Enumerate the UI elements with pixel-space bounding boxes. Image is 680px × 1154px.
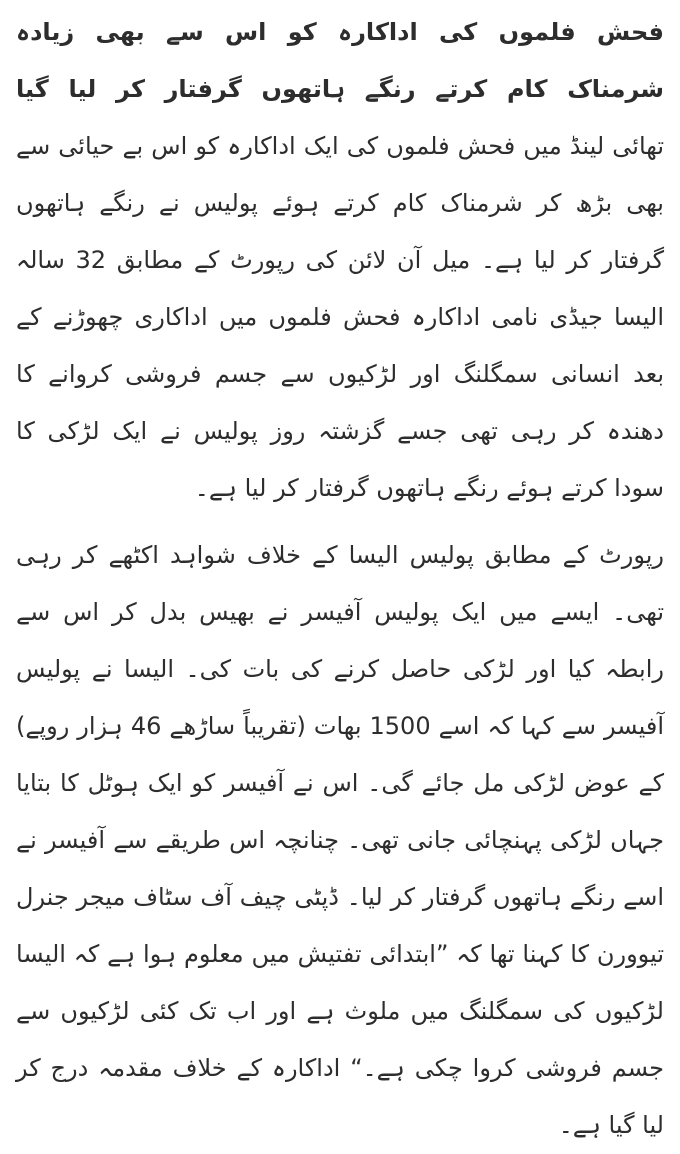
article-paragraph-2: رپورٹ کے مطابق پولیس الیسا کے خلاف شواہد اکٹھے کر رہی تھی۔ ایسے میں ایک پولیس آفیسر نے بھیس بدل کر اس سے رابطہ کیا اور لڑکی حاصل کرنے کی بات کی۔ الیسا نے پولیس آفیسر سے کہا کہ اسے 1500 بھات (تقریباً ساڑھے 46 ہزار روپے) کے عوض لڑکی مل جائے گی۔ اس نے آفیسر کو ایک ہوٹل کا بتایا جہاں لڑکی پہنچائی جانی تھی۔ چنانچہ اس طریقے سے آفیسر نے اسے رنگے ہاتھوں گرفتار کر لیا۔ ڈپٹی چیف آف سٹاف میجر جنرل تیوورن کا کہنا تھا کہ ”ابتدائی تفتیش میں معلوم ہوا ہے کہ الیسا لڑکیوں کی سمگلنگ میں ملوث ہے اور اب تک کئی لڑکیوں سے جسم فروشی کروا چکی ہے۔“ اداکارہ کے خلاف مقدمہ درج کر لیا گیا ہے۔ xyxy=(16,541,664,1139)
article-paragraph-1: تھائی لینڈ میں فحش فلموں کی ایک اداکارہ کو اس بے حیائی سے بھی بڑھ کر شرمناک کام کرتے ہوئے پولیس نے رنگے ہاتھوں گرفتار کر لیا ہے۔ میل آن لائن کی رپورٹ کے مطابق 32 سالہ الیسا جیڈی نامی اداکارہ فحش فلموں میں اداکاری چھوڑنے کے بعد انسانی سمگلنگ اور لڑکیوں سے جسم فروشی کروانے کا دھندہ کر رہی تھی جسے گزشتہ روز پولیس نے ایک لڑکی کا سودا کرتے ہوئے رنگے ہاتھوں گرفتار کر لیا ہے۔ xyxy=(16,132,664,502)
article-headline: فحش فلموں کی اداکارہ کو اس سے بھی زیادہ شرمناک کام کرتے رنگے ہاتھوں گرفتار کر لیا گیا xyxy=(16,18,664,103)
